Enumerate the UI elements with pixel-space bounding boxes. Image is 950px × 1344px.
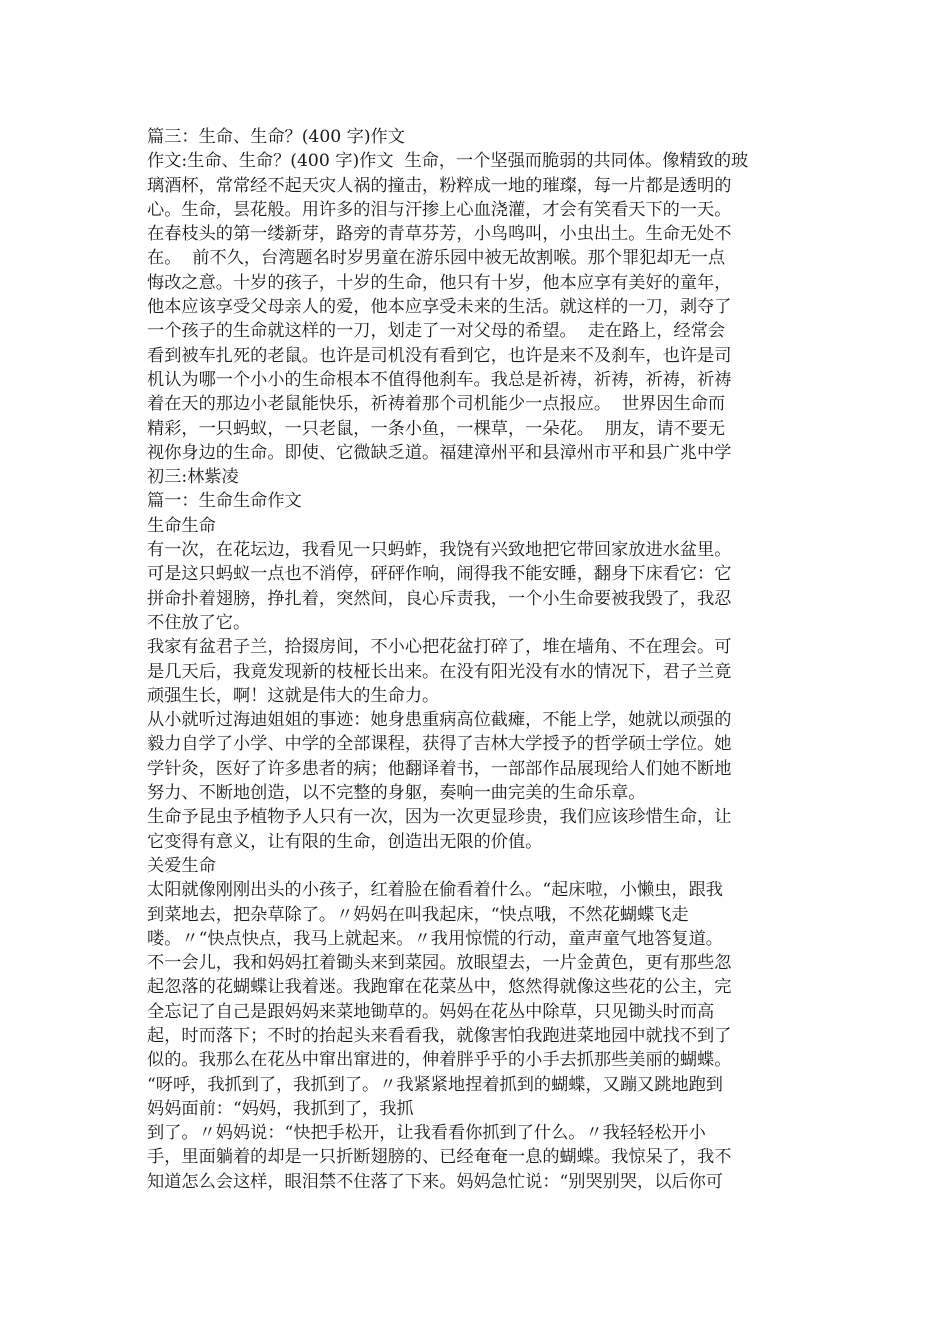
text-line: 作文:生命、生命？(400 字)作文 生命，一个坚强而脆弱的共同体。像精致的玻: [147, 151, 749, 172]
text-line: 不住放了它。: [147, 612, 251, 633]
text-line: 毅力自学了小学、中学的全部课程，获得了吉林大学授予的哲学硕士学位。她: [147, 734, 732, 755]
text-line: 视你身边的生命。即使、它微缺乏道。福建漳州平和县漳州市平和县广兆中学: [147, 442, 732, 463]
text-line: 在。 前不久，台湾题名时岁男童在游乐园中被无故割喉。那个罪犯却无一点: [147, 248, 726, 269]
text-line: 到菜地去，把杂草除了。〃妈妈在叫我起床，“快点哦，不然花蝴蝶飞走: [147, 904, 689, 925]
text-line: 学针灸，医好了许多患者的病；他翻译着书，一部部作品展现给人们她不断地: [147, 758, 732, 779]
text-line: 一个孩子的生命就这样的一刀，划走了一对父母的希望。 走在路上，经常会: [147, 321, 726, 342]
text-line: 顽强生长，啊！这就是伟大的生命力。: [147, 685, 440, 706]
text-line: 它变得有意义，让有限的生命，创造出无限的价值。: [147, 831, 543, 852]
heading-part-one: 篇一：生命生命作文: [147, 491, 302, 512]
text-line: 似的。我那么在花丛中窜出窜进的，伸着胖乎乎的小手去抓那些美丽的蝴蝶。: [147, 1050, 732, 1071]
text-line: 喽。〃“快点快点，我马上就起来。〃我用惊慌的行动，童声童气地答复道。: [147, 928, 723, 949]
text-line: 璃酒杯，常常经不起天灾人祸的撞击，粉粹成一地的璀璨，每一片都是透明的: [147, 175, 732, 196]
text-line: 全忘记了自己是跟妈妈来菜地锄草的。妈妈在花丛中除草，只见锄头时而高: [147, 1001, 715, 1022]
text-line: 可是这只蚂蚁一点也不消停，砰砰作响，闹得我不能安睡，翻身下床看它：它: [147, 564, 732, 585]
text-line: 精彩，一只蚂蚁，一只老鼠，一条小鱼，一棵草，一朵花。 朋友，请不要无: [147, 418, 726, 439]
text-line: 知道怎么会这样，眼泪禁不住落了下来。妈妈急忙说：“别哭别哭，以后你可: [147, 1171, 723, 1192]
text-line: 在春枝头的第一缕新芽，路旁的青草芬芳，小鸟鸣叫，小虫出土。生命无处不: [147, 224, 732, 245]
text-line: 他本应该享受父母亲人的爱，他本应享受未来的生活。就这样的一刀，剥夺了: [147, 297, 732, 318]
text-line: 到了。〃妈妈说：“快把手松开，让我看看你抓到了什么。〃我轻轻松开小: [147, 1123, 706, 1144]
text-line: 起忽落的花蝴蝶让我着迷。我跑窜在花菜丛中，悠然得就像这些花的公主，完: [147, 977, 732, 998]
text-line: 起，时而落下；不时的抬起头来看看我，就像害怕我跑进菜地园中就找不到了: [147, 1025, 732, 1046]
text-line: 心。生命，昙花般。用许多的泪与汗掺上心血浇灌，才会有笑看天下的一天。: [147, 199, 732, 220]
text-line: 是几天后，我竟发现新的枝桠长出来。在没有阳光没有水的情况下，君子兰竟: [147, 661, 732, 682]
heading-part-three: 篇三：生命、生命？(400 字)作文: [147, 127, 405, 147]
text-line: 不一会儿，我和妈妈扛着锄头来到菜园。放眼望去，一片金黄色，更有那些忽: [147, 953, 732, 974]
text-line: 手，里面躺着的却是一只折断翅膀的、已经奄奄一息的蝴蝶。我惊呆了，我不: [147, 1147, 732, 1168]
text-line: 从小就听过海迪姐姐的事迹：她身患重病高位截瘫，不能上学，她就以顽强的: [147, 710, 732, 731]
text-line: 妈妈面前：“妈妈，我抓到了，我抓: [147, 1098, 414, 1119]
text-line: 我家有盆君子兰，拾掇房间，不小心把花盆打碎了，堆在墙角、不在理会。可: [147, 637, 732, 658]
text-line: 拼命扑着翅膀，挣扎着，突然间，良心斥责我，一个小生命要被我毁了，我忍: [147, 588, 732, 609]
text-line: 太阳就像刚刚出头的小孩子，红着脸在偷看着什么。“起床啦，小懒虫，跟我: [147, 880, 723, 901]
document-body: [147, 125, 807, 1194]
text-line: 看到被车扎死的老鼠。也许是司机没有看到它，也许是来不及刹车，也许是司: [147, 345, 732, 366]
text-line: 初三:林紫凌: [147, 467, 239, 488]
text-line: 生命予昆虫予植物予人只有一次，因为一次更显珍贵，我们应该珍惜生命，让: [147, 807, 732, 828]
text-line: 努力、不断地创造，以不完整的身躯，奏响一曲完美的生命乐章。: [147, 783, 646, 804]
text-line: “呀呼，我抓到了，我抓到了。〃我紧紧地捏着抓到的蝴蝶，又蹦又跳地跑到: [147, 1074, 723, 1095]
subheading-life: 生命生命: [147, 515, 216, 536]
text-line: 机认为哪一个小小的生命根本不值得他刹车。我总是祈祷，祈祷，祈祷，祈祷: [147, 369, 732, 390]
text-line: 着在天的那边小老鼠能快乐，祈祷着那个司机能少一点报应。 世界因生命而: [147, 394, 726, 415]
text-line: 悔改之意。十岁的孩子，十岁的生命，他只有十岁，他本应享有美好的童年，: [147, 272, 732, 293]
subheading-care-for-life: 关爱生命: [147, 855, 216, 876]
text-line: 有一次，在花坛边，我看见一只蚂蚱，我饶有兴致地把它带回家放进水盆里。: [147, 540, 732, 561]
